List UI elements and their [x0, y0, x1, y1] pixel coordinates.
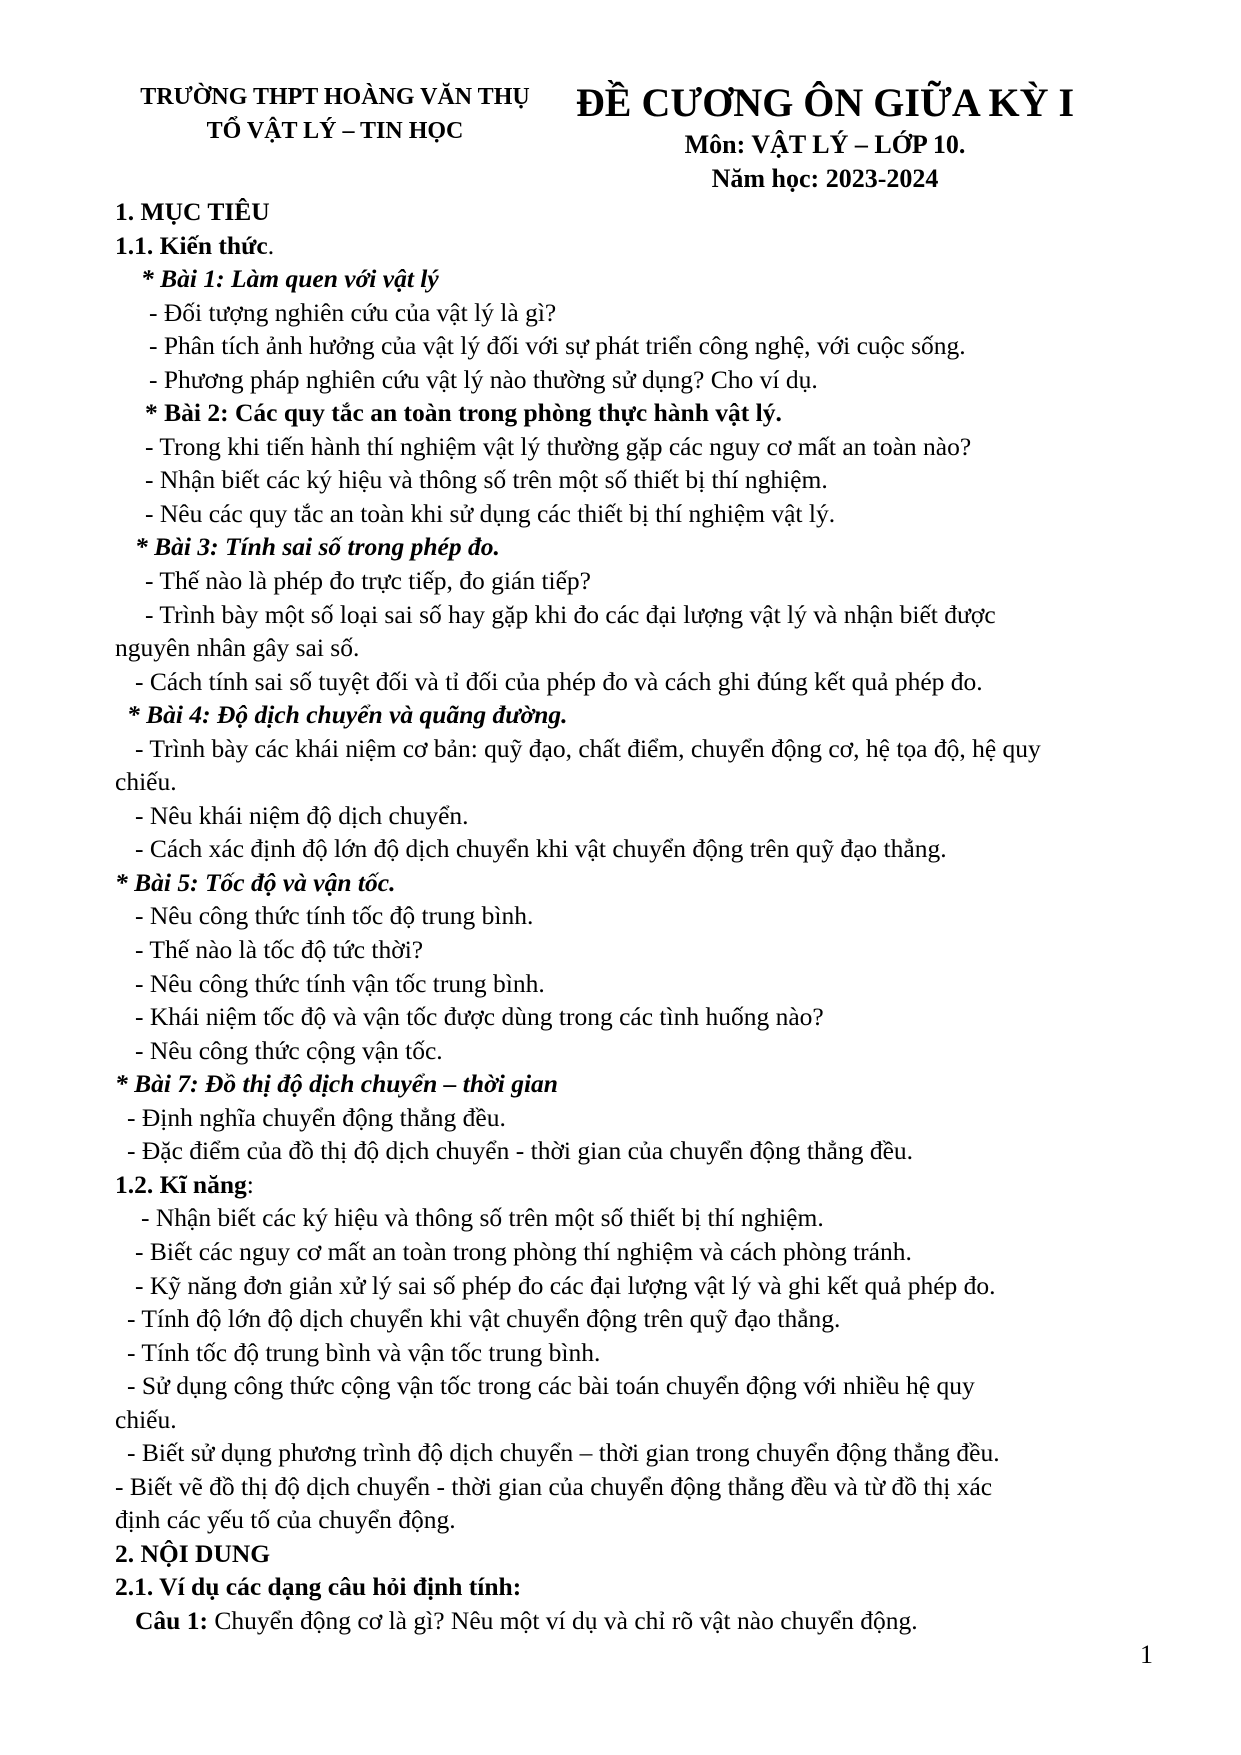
text-line [115, 598, 1175, 632]
document-body [115, 195, 1175, 1638]
text-line [115, 832, 1175, 866]
school-year: Năm học: 2023-2024 [711, 164, 939, 193]
line-text: - Sử dụng công thức cộng vận tốc trong các bài toán chuyển động với nhiều hệ quy [127, 1371, 975, 1401]
text-line [115, 1201, 1175, 1235]
text-line [115, 1369, 1175, 1403]
text-line [115, 1570, 1175, 1604]
subject-line: Môn: VẬT LÝ – LỚP 10. [684, 130, 966, 159]
line-text: nguyên nhân gây sai số. [115, 633, 360, 663]
page-number: 1 [1140, 1640, 1153, 1669]
line-text: * Bài 7: Đồ thị độ dịch chuyển – thời gian [115, 1069, 558, 1099]
text-line [115, 799, 1175, 833]
line-text: - Biết vẽ đồ thị độ dịch chuyển - thời gian của chuyển động thẳng đều và từ đồ thị xác [115, 1471, 993, 1501]
text-line [115, 698, 1175, 732]
line-text: - Cách tính sai số tuyệt đối và tỉ đối của phép đo và cách ghi đúng kết quả phép đo. [135, 666, 983, 696]
text-line [115, 530, 1175, 564]
text-line [115, 1034, 1175, 1068]
line-text: * Bài 3: Tính sai số trong phép đo. [135, 532, 500, 562]
text-line [115, 1134, 1175, 1168]
line-text: chiếu. [115, 1404, 177, 1434]
text-line [115, 1269, 1175, 1303]
line-text: - Nêu khái niệm độ dịch chuyển. [135, 800, 469, 830]
line-text: * Bài 4: Độ dịch chuyển và quãng đường. [127, 700, 568, 730]
line-text: - Phân tích ảnh hưởng của vật lý đối với sự phát triển công nghệ, với cuộc sống. [149, 331, 966, 361]
text-line [115, 1168, 1175, 1202]
line-text: * Bài 2: Các quy tắc an toàn trong phòng thực hành vật lý. [145, 398, 782, 428]
line-text: 1. MỤC TIÊU [115, 197, 270, 226]
text-line [115, 262, 1175, 296]
line-text: - Đối tượng nghiên cứu của vật lý là gì? [149, 297, 557, 327]
text-line [115, 1470, 1175, 1504]
text-line [115, 967, 1175, 1001]
line-text: 1.1. Kiến thức [115, 230, 268, 260]
text-line [115, 1403, 1175, 1437]
text-line [115, 363, 1175, 397]
line-text: * Bài 5: Tốc độ và vận tốc. [115, 867, 396, 897]
text-line [115, 1067, 1175, 1101]
line-text: chiếu. [115, 767, 177, 797]
text-line [115, 396, 1175, 430]
line-suffix: : [246, 1169, 254, 1199]
text-line [115, 463, 1175, 497]
text-line [115, 631, 1175, 665]
department-name: TỔ VẬT LÝ – TIN HỌC [206, 118, 464, 144]
line-text: - Cách xác định độ lớn độ dịch chuyển khi vật chuyển động trên quỹ đạo thẳng. [135, 834, 947, 864]
line-text: - Biết các nguy cơ mất an toàn trong phòng thí nghiệm và cách phòng tránh. [135, 1236, 912, 1266]
school-header [115, 80, 555, 148]
school-name: TRƯỜNG THPT HOÀNG VĂN THỤ [140, 84, 530, 110]
line-text: 1.2. Kĩ năng [115, 1169, 247, 1199]
text-line [115, 1000, 1175, 1034]
line-text: - Trong khi tiến hành thí nghiệm vật lý thường gặp các nguy cơ mất an toàn nào? [145, 431, 972, 461]
line-text: - Trình bày các khái niệm cơ bản: quỹ đạo, chất điểm, chuyển động cơ, hệ tọa độ, hệ quy [135, 733, 1041, 763]
line-text: - Trình bày một số loại sai số hay gặp khi đo các đại lượng vật lý và nhận biết được [145, 599, 996, 629]
text-line [115, 866, 1175, 900]
text-line [115, 1537, 1175, 1571]
line-text: 2.1. Ví dụ các dạng câu hỏi định tính: [115, 1572, 522, 1602]
text-line [115, 765, 1175, 799]
text-line [115, 329, 1175, 363]
line-text: - Thế nào là phép đo trực tiếp, đo gián tiếp? [145, 566, 592, 596]
text-line [115, 1604, 1175, 1638]
line-text: - Nhận biết các ký hiệu và thông số trên một số thiết bị thí nghiệm. [141, 1203, 824, 1233]
line-text: 2. NỘI DUNG [115, 1538, 271, 1568]
line-text: Chuyển động cơ là gì? Nêu một ví dụ và chỉ rõ vật nào chuyển động. [207, 1605, 918, 1635]
text-line [115, 564, 1175, 598]
line-text: - Kỹ năng đơn giản xử lý sai số phép đo các đại lượng vật lý và ghi kết quả phép đo. [135, 1270, 996, 1300]
text-line [115, 1235, 1175, 1269]
line-suffix: . [267, 230, 275, 260]
text-line [115, 1302, 1175, 1336]
text-line [115, 933, 1175, 967]
text-line [115, 430, 1175, 464]
line-text: * Bài 1: Làm quen với vật lý [141, 264, 439, 294]
line-text: - Nêu công thức tính tốc độ trung bình. [135, 901, 534, 931]
line-text: - Thế nào là tốc độ tức thời? [135, 935, 424, 965]
text-line [115, 1436, 1175, 1470]
line-text: - Biết sử dụng phương trình độ dịch chuyển – thời gian trong chuyển động thẳng đều. [127, 1438, 1000, 1468]
line-text: định các yếu tố của chuyển động. [115, 1505, 456, 1535]
line-text: - Nêu công thức tính vận tốc trung bình. [135, 968, 545, 998]
line-text: - Khái niệm tốc độ và vận tốc được dùng trong các tình huống nào? [135, 1002, 824, 1032]
line-text: - Định nghĩa chuyển động thẳng đều. [127, 1102, 506, 1132]
question-label: Câu 1: [135, 1605, 208, 1635]
text-line [115, 1336, 1175, 1370]
line-text: - Nhận biết các ký hiệu và thông số trên một số thiết bị thí nghiệm. [145, 465, 828, 495]
text-line [115, 229, 1175, 263]
line-text: - Đặc điểm của đồ thị độ dịch chuyển - thời gian của chuyển động thẳng đều. [127, 1136, 914, 1166]
line-text: - Nêu công thức cộng vận tốc. [135, 1035, 443, 1065]
text-line [115, 296, 1175, 330]
line-text: - Tính độ lớn độ dịch chuyển khi vật chuyển động trên quỹ đạo thẳng. [127, 1304, 841, 1334]
line-text: - Nêu các quy tắc an toàn khi sử dụng các thiết bị thí nghiệm vật lý. [145, 498, 836, 528]
title-block [555, 78, 1095, 196]
text-line [115, 1503, 1175, 1537]
text-line [115, 732, 1175, 766]
text-line [115, 195, 1175, 229]
line-text: - Tính tốc độ trung bình và vận tốc trung bình. [127, 1337, 601, 1367]
text-line [115, 497, 1175, 531]
text-line [115, 899, 1175, 933]
text-line [115, 665, 1175, 699]
text-line [115, 1101, 1175, 1135]
line-text: - Phương pháp nghiên cứu vật lý nào thường sử dụng? Cho ví dụ. [149, 364, 818, 394]
document-title: ĐỀ CƯƠNG ÔN GIỮA KỲ I [575, 80, 1075, 125]
